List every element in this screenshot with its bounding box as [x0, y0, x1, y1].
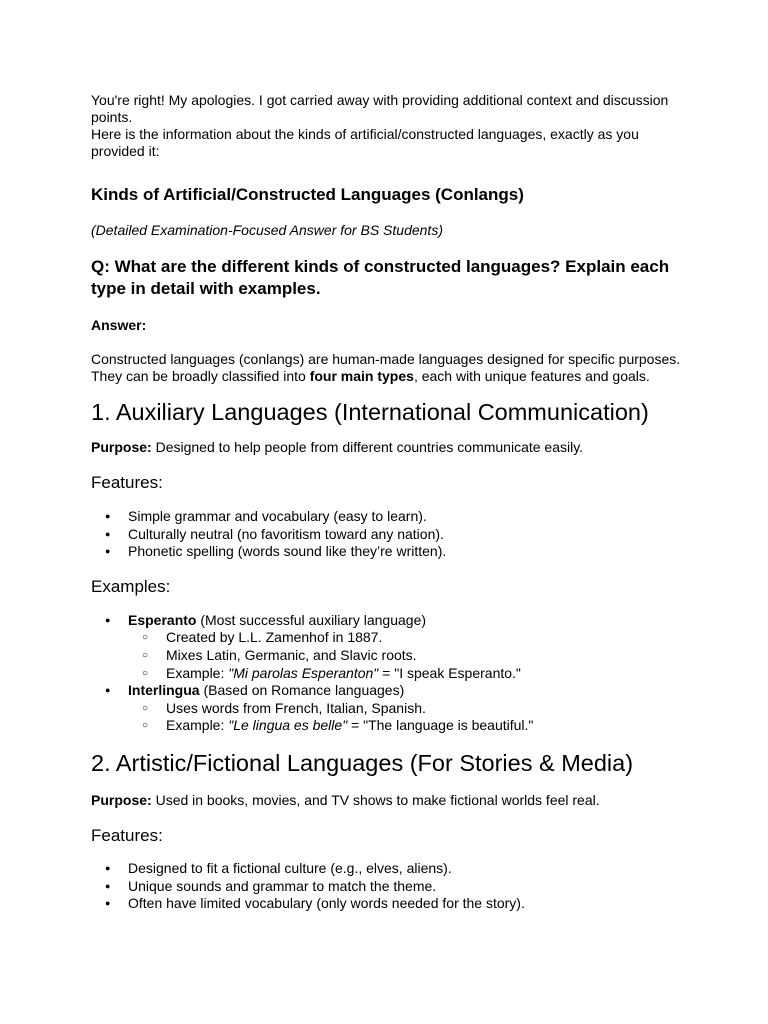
answer-text-start: Constructed languages (conlangs) are human-made languages designed for specific purposes. They can be broadly classified into [91, 351, 681, 384]
document-title: Kinds of Artificial/Constructed Languages (Conlangs) [91, 185, 524, 204]
section-2-features-list [91, 860, 681, 913]
example-label: Example: [166, 664, 229, 681]
list-item [91, 682, 681, 735]
list-item: ● Designed to fit a fictional culture (e.g., elves, aliens). [91, 860, 681, 878]
list-item: ○ Created by L.L. Zamenhof in 1887. [128, 629, 681, 647]
list-item: ● Phonetic spelling (words sound like they’re written). [91, 543, 681, 561]
example-language-note: (Based on Romance languages) [199, 682, 405, 699]
answer-text-end: , each with unique features and goals. [413, 368, 650, 384]
example-language-name: Interlingua [128, 682, 200, 699]
list-item: ○ Mixes Latin, Germanic, and Slavic roots. [128, 647, 681, 665]
section-1-features-heading: Features: [91, 473, 163, 492]
answer-text-bold: four main types [309, 368, 414, 384]
section-2-heading: 2. Artistic/Fictional Languages (For Stories & Media) [91, 749, 634, 776]
purpose-label: Purpose: [91, 439, 152, 455]
purpose-text: Used in books, movies, and TV shows to make fictional worlds feel real. [151, 791, 600, 808]
example-translation: = "The language is beautiful." [347, 717, 534, 734]
answer-paragraph [91, 351, 681, 385]
question-heading: Q: What are the different kinds of constructed languages? Explain each type in detail with examples. [91, 257, 670, 298]
document-subtitle: (Detailed Examination-Focused Answer for BS Students) [91, 222, 443, 238]
list-item: ● Culturally neutral (no favoritism toward any nation). [91, 526, 681, 544]
section-1-purpose [91, 439, 681, 456]
example-label: Example: [166, 717, 229, 734]
example-translation: = "I speak Esperanto." [378, 664, 521, 681]
intro-line-1: You're right! My apologies. I got carried away with providing additional context and discussion points. [91, 92, 669, 125]
example-details-list [128, 700, 681, 735]
section-2-features-heading: Features: [91, 825, 163, 845]
list-item: ● Simple grammar and vocabulary (easy to learn). [91, 508, 681, 526]
list-item [128, 717, 681, 735]
list-item [128, 665, 681, 683]
list-item: ● Often have limited vocabulary (only words needed for the story). [91, 895, 681, 913]
answer-label: Answer: [91, 317, 147, 333]
purpose-text: Designed to help people from different countries communicate easily. [151, 439, 584, 455]
section-2-purpose [91, 792, 681, 809]
example-language-name: Esperanto [128, 611, 197, 628]
list-item: ○ Uses words from French, Italian, Spanish. [128, 700, 681, 718]
example-language-note: (Most successful auxiliary language) [196, 611, 427, 628]
purpose-label: Purpose: [91, 791, 152, 808]
document-page [91, 92, 681, 913]
example-phrase: "Le lingua es belle" [228, 717, 348, 734]
example-details-list [128, 629, 681, 682]
list-item: ● Unique sounds and grammar to match the theme. [91, 878, 681, 896]
intro-line-2: Here is the information about the kinds of artificial/constructed languages, exactly as you provided it: [91, 126, 639, 159]
list-item [91, 612, 681, 682]
section-1-examples-list [91, 612, 681, 735]
section-1-features-list [91, 508, 681, 561]
example-phrase: "Mi parolas Esperanton" [228, 664, 379, 681]
section-1-heading: 1. Auxiliary Languages (International Communication) [91, 399, 649, 425]
section-1-examples-heading: Examples: [91, 576, 171, 596]
